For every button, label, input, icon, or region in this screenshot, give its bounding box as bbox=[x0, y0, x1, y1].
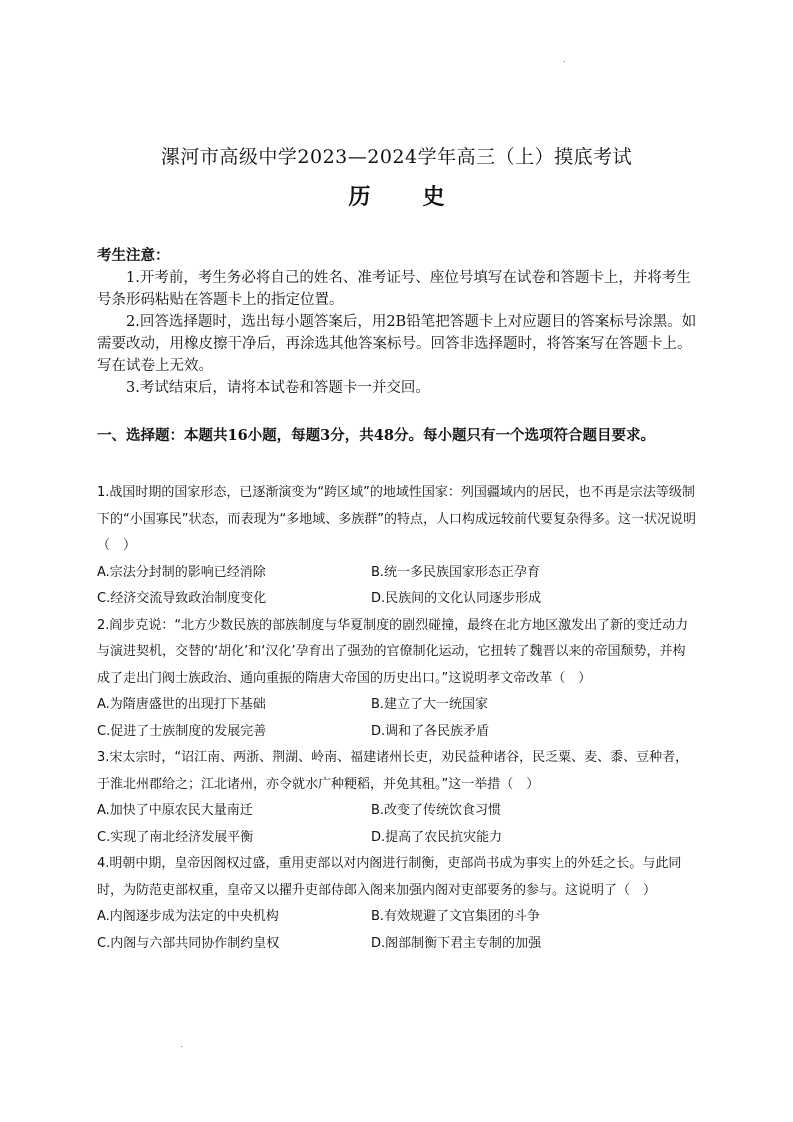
option-c: C.实现了南北经济发展平衡 bbox=[97, 829, 254, 845]
question bbox=[97, 613, 697, 746]
option-c: C.促进了士族制度的发展完善 bbox=[97, 723, 267, 739]
question-stem: 3.宋太宗时，“诏江南、两浙、荆湖、岭南、福建诸州长吏，劝民益种诸谷，民乏粟、麦、黍、豆种者，于淮北州郡给之；江北诸州，亦令就水广种粳稻，并免其租。”这一举措（ ） bbox=[97, 750, 689, 792]
section-heading: 一、选择题：本题共16小题，每题3分，共48分。每小题只有一个选项符合题目要求。 bbox=[97, 427, 655, 444]
option-d: D.阁部制衡下君主专制的加强 bbox=[371, 935, 542, 951]
option-c: C.经济交流导致政治制度变化 bbox=[97, 591, 267, 606]
question bbox=[97, 480, 697, 613]
option-a: A.为隋唐盛世的出现打下基础 bbox=[97, 697, 266, 712]
question-list bbox=[97, 480, 697, 957]
option-b: B.改变了传统饮食习惯 bbox=[371, 803, 502, 818]
notice-item: 3.考试结束后，请将本试卷和答题卡一并交回。 bbox=[126, 380, 430, 396]
exam-title: 漯河市高级中学2023—2024学年高三（上）摸底考试 bbox=[160, 146, 633, 168]
question-stem: 4.明朝中期，皇帝因阁权过盛，重用吏部以对内阁进行制衡，吏部尚书成为事实上的外廷之长。与此同时，为防范吏部权重，皇帝又以擢升吏部侍郎入阁来加强内阁对吏部要务的参与。这说明了（ ） bbox=[97, 856, 682, 898]
option-b: B.建立了大一统国家 bbox=[371, 697, 489, 712]
margin-dot: . bbox=[180, 1040, 183, 1049]
margin-dot: . bbox=[563, 55, 566, 64]
subject-char: 历 bbox=[348, 184, 371, 210]
option-b: B.统一多民族国家形态正孕育 bbox=[371, 564, 541, 580]
option-d: D.民族间的文化认同逐步形成 bbox=[371, 591, 542, 606]
notice-heading: 考生注意： bbox=[97, 247, 170, 264]
subject-char: 史 bbox=[422, 184, 445, 210]
question-stem: 2.阎步克说：“北方少数民族的部族制度与华夏制度的剧烈碰撞，最终在北方地区激发出了新的变迁动力与演进契机，交替的‘胡化’和‘汉化’孕育出了强劲的官僚制化运动，它扭转了魏晋以来的帝国颓势，并构成了走出门阀士族政治、通向重振的隋唐大帝国的历史出口。”这说明孝文帝改革（ ） bbox=[97, 617, 689, 686]
option-c: C.内阁与六部共同协作制约皇权 bbox=[97, 935, 280, 951]
notice-item: 1.开考前，考生务必将自己的姓名、准考证号、座位号填写在试卷和答题卡上，并将考生号条形码粘贴在答题卡上的指定位置。 bbox=[97, 270, 691, 308]
question bbox=[97, 851, 697, 957]
option-d: D.提高了农民抗灾能力 bbox=[371, 829, 503, 845]
option-a: A.加快了中原农民大量南迁 bbox=[97, 803, 253, 818]
option-a: A.宗法分封制的影响已经消除 bbox=[97, 564, 266, 580]
option-d: D.调和了各民族矛盾 bbox=[371, 723, 490, 739]
option-b: B.有效规避了文官集团的斗争 bbox=[371, 909, 541, 924]
question bbox=[97, 745, 697, 851]
option-a: A.内阁逐步成为法定的中央机构 bbox=[97, 909, 279, 924]
notice-item: 2.回答选择题时，选出每小题答案后，用2B铅笔把答题卡上对应题目的答案标号涂黑。如需要改动，用橡皮擦干净后，再涂选其他答案标号。回答非选择题时，将答案写在答题卡上。写在试卷上无效。 bbox=[97, 314, 697, 374]
candidate-notice bbox=[97, 245, 697, 399]
subject-title bbox=[0, 180, 793, 211]
question-stem: 1.战国时期的国家形态，已逐渐演变为“跨区域”的地域性国家：列国疆域内的居民，也不再是宗法等级制下的“小国寡民”状态，而表现为“多地域、多族群”的特点，人口构成远较前代要复杂得多。这一状况说明（ ） bbox=[97, 485, 696, 553]
